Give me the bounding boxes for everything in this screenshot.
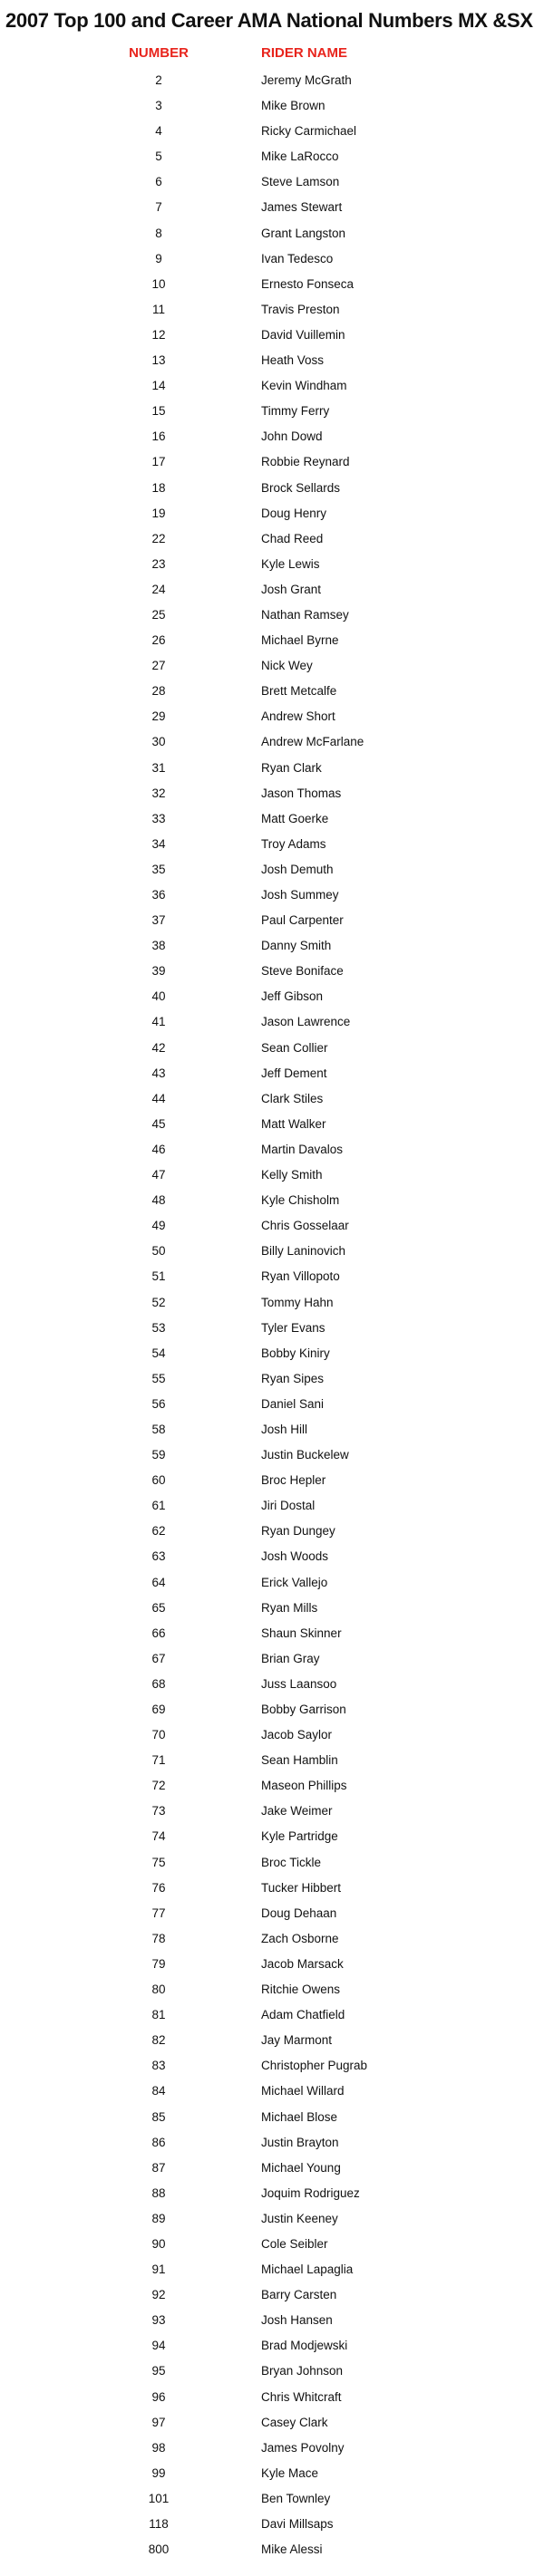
table-row [0, 1801, 544, 1827]
rider-number: 96 [151, 2389, 166, 2404]
table-row [0, 2209, 544, 2234]
rider-name: Tucker Hibbert [261, 1880, 342, 1895]
rider-name: Brock Sellards [261, 480, 341, 495]
table-row [0, 1318, 544, 1344]
rider-number: 27 [151, 659, 166, 673]
table-row [0, 1700, 544, 1725]
table-row [0, 147, 544, 172]
rider-name: Barry Carsten [261, 2288, 337, 2302]
rider-number: 18 [151, 480, 166, 495]
rider-name: Tommy Hahn [261, 1295, 334, 1309]
rider-number: 39 [151, 964, 166, 979]
rider-number: 78 [151, 1931, 166, 1945]
rider-number: 98 [151, 2440, 166, 2455]
table-row [0, 2133, 544, 2158]
rider-name: Martin Davalos [261, 1142, 344, 1156]
rider-name: Davi Millsaps [261, 2517, 334, 2531]
table-row [0, 784, 544, 809]
table-row [0, 2005, 544, 2031]
table-row [0, 758, 544, 784]
rider-name: Danny Smith [261, 939, 332, 953]
rider-name: Travis Preston [261, 302, 340, 316]
rider-name: Nathan Ramsey [261, 607, 349, 622]
rider-number: 29 [151, 709, 166, 724]
table-row [0, 2285, 544, 2311]
table-row [0, 2158, 544, 2184]
rider-number: 10 [151, 276, 166, 291]
rider-name: Ritchie Owens [261, 1983, 341, 1997]
table-row [0, 987, 544, 1012]
table-row [0, 1649, 544, 1674]
table-row [0, 656, 544, 681]
table-row [0, 529, 544, 555]
rider-number: 6 [155, 175, 162, 189]
table-row [0, 1394, 544, 1420]
number-column-header: NUMBER [129, 45, 189, 61]
rider-name: Billy Laninovich [261, 1244, 346, 1259]
table-row [0, 961, 544, 987]
table-row [0, 1369, 544, 1394]
rider-number: 95 [151, 2364, 166, 2378]
rider-name: Bryan Johnson [261, 2364, 344, 2378]
rider-number: 88 [151, 2185, 166, 2200]
rider-name: Broc Hepler [261, 1473, 326, 1488]
table-row [0, 2438, 544, 2464]
table-row [0, 936, 544, 961]
rider-name: Sean Collier [261, 1040, 328, 1055]
rider-number: 66 [151, 1626, 166, 1640]
rider-number: 79 [151, 1956, 166, 1971]
table-row [0, 249, 544, 275]
table-row [0, 1725, 544, 1751]
rider-number: 42 [151, 1040, 166, 1055]
rider-name: Justin Keeney [261, 2211, 338, 2225]
rider-name: Andrew McFarlane [261, 735, 364, 749]
rider-number: 76 [151, 1880, 166, 1895]
rider-name: Michael Willard [261, 2084, 345, 2098]
table-row [0, 2056, 544, 2081]
table-row [0, 580, 544, 605]
table-row [0, 224, 544, 249]
rider-number: 2 [155, 73, 162, 87]
rider-name: David Vuillemin [261, 327, 345, 342]
rider-number: 48 [151, 1193, 166, 1208]
rider-name: Ben Townley [261, 2491, 331, 2505]
rider-number: 34 [151, 836, 166, 851]
rider-name: Michael Byrne [261, 633, 339, 648]
rider-name: Kyle Chisholm [261, 1193, 340, 1208]
rider-number: 52 [151, 1295, 166, 1309]
rider-name: Kevin Windham [261, 379, 347, 393]
rider-name: Ivan Tedesco [261, 251, 334, 265]
rider-name: Josh Hill [261, 1422, 308, 1436]
rider-name: Josh Woods [261, 1549, 329, 1564]
column-headers [0, 43, 544, 63]
table-row [0, 911, 544, 936]
rider-number: 54 [151, 1346, 166, 1360]
rider-name: Grant Langston [261, 226, 346, 240]
rider-number: 9 [155, 251, 162, 265]
rider-name: Jason Thomas [261, 786, 342, 800]
rider-number: 23 [151, 556, 166, 571]
rider-number: 38 [151, 939, 166, 953]
rider-number: 37 [151, 913, 166, 928]
rider-number: 13 [151, 353, 166, 368]
rider-name: Brett Metcalfe [261, 684, 337, 699]
rider-name: Ernesto Fonseca [261, 276, 355, 291]
rider-name: Brian Gray [261, 1651, 320, 1665]
rider-name: Michael Blose [261, 2109, 338, 2124]
rider-name: Christopher Pugrab [261, 2059, 368, 2073]
rider-name: Broc Tickle [261, 1855, 322, 1869]
rider-name: Kyle Partridge [261, 1829, 338, 1844]
rider-name: Juss Laansoo [261, 1676, 337, 1691]
rider-number: 71 [151, 1753, 166, 1768]
rider-name: Jeremy McGrath [261, 73, 352, 87]
rider-number: 49 [151, 1219, 166, 1233]
table-row [0, 121, 544, 147]
rider-name: Adam Chatfield [261, 2008, 345, 2022]
rider-number: 94 [151, 2339, 166, 2353]
rider-number: 87 [151, 2160, 166, 2175]
rider-number: 65 [151, 1600, 166, 1615]
rider-list [0, 71, 544, 2565]
table-row [0, 1827, 544, 1852]
rider-number: 70 [151, 1728, 166, 1742]
table-row [0, 605, 544, 631]
rider-number: 22 [151, 531, 166, 545]
rider-number: 85 [151, 2109, 166, 2124]
rider-number: 75 [151, 1855, 166, 1869]
rider-name: Erick Vallejo [261, 1575, 328, 1589]
rider-name: James Stewart [261, 200, 343, 215]
table-row [0, 1089, 544, 1114]
rider-name: Jake Weimer [261, 1804, 333, 1819]
rider-number: 30 [151, 735, 166, 749]
rider-number: 47 [151, 1168, 166, 1182]
table-row [0, 300, 544, 325]
table-row [0, 2184, 544, 2209]
rider-name: Clark Stiles [261, 1091, 324, 1105]
rider-number: 7 [155, 200, 162, 215]
rider-name: Josh Demuth [261, 862, 334, 876]
rider-name: Chad Reed [261, 531, 324, 545]
table-row [0, 2514, 544, 2540]
table-row [0, 2388, 544, 2413]
table-row [0, 2336, 544, 2361]
rider-number: 43 [151, 1066, 166, 1080]
rider-name: Zach Osborne [261, 1931, 339, 1945]
rider-number: 45 [151, 1116, 166, 1131]
rider-number: 5 [155, 150, 162, 164]
rider-number: 53 [151, 1320, 166, 1335]
table-row [0, 809, 544, 835]
table-row [0, 96, 544, 121]
table-row [0, 2260, 544, 2285]
page-title: 2007 Top 100 and Career AMA National Numbers MX &SX [5, 9, 533, 32]
table-row [0, 1573, 544, 1598]
rider-name: Kyle Mace [261, 2465, 319, 2480]
table-row [0, 860, 544, 885]
rider-name: Robbie Reynard [261, 455, 350, 469]
table-row [0, 1344, 544, 1369]
table-row [0, 2413, 544, 2438]
rider-name: Matt Goerke [261, 811, 329, 825]
rider-number: 8 [155, 226, 162, 240]
rider-number: 84 [151, 2084, 166, 2098]
rider-number: 89 [151, 2211, 166, 2225]
rider-name: Sean Hamblin [261, 1753, 338, 1768]
table-row [0, 1064, 544, 1089]
table-row [0, 1471, 544, 1496]
rider-number: 12 [151, 327, 166, 342]
table-row [0, 172, 544, 198]
rider-name: Matt Walker [261, 1116, 326, 1131]
rider-number: 83 [151, 2059, 166, 2073]
table-row [0, 2234, 544, 2260]
rider-name: Doug Dehaan [261, 1905, 337, 1920]
table-row [0, 376, 544, 401]
rider-name: Michael Lapaglia [261, 2262, 354, 2277]
rider-number: 15 [151, 404, 166, 419]
table-row [0, 1674, 544, 1700]
rider-name: Andrew Short [261, 709, 335, 724]
rider-name: Josh Hansen [261, 2313, 333, 2328]
rider-number: 36 [151, 888, 166, 902]
rider-name: Kelly Smith [261, 1168, 323, 1182]
rider-name: Cole Seibler [261, 2236, 328, 2251]
rider-name: Ryan Dungey [261, 1524, 335, 1539]
table-row [0, 681, 544, 707]
table-row [0, 401, 544, 427]
rider-number: 44 [151, 1091, 166, 1105]
table-row [0, 1216, 544, 1241]
table-row [0, 835, 544, 860]
rider-number: 77 [151, 1905, 166, 1920]
rider-number: 16 [151, 429, 166, 444]
table-row [0, 2311, 544, 2336]
table-row [0, 2464, 544, 2489]
rider-name: Bobby Garrison [261, 1703, 346, 1716]
rider-name: Mike Alessi [261, 2542, 323, 2557]
rider-number: 56 [151, 1396, 166, 1411]
rider-number: 32 [151, 786, 166, 800]
rider-number: 59 [151, 1448, 166, 1462]
rider-number: 82 [151, 2033, 166, 2048]
rider-number: 86 [151, 2135, 166, 2149]
rider-name: Ryan Sipes [261, 1371, 325, 1385]
rider-name: Jay Marmont [261, 2033, 333, 2048]
rider-name: Mike LaRocco [261, 150, 339, 164]
rider-name: Bobby Kiniry [261, 1346, 330, 1360]
rider-name: Jason Lawrence [261, 1015, 351, 1029]
rider-name: Ricky Carmichael [261, 124, 357, 139]
rider-number: 99 [151, 2465, 166, 2480]
table-row [0, 452, 544, 478]
rider-number: 58 [151, 1422, 166, 1436]
rider-number: 63 [151, 1549, 166, 1564]
rider-number: 55 [151, 1371, 166, 1385]
rider-number: 60 [151, 1473, 166, 1488]
rider-name: Heath Voss [261, 353, 325, 368]
rider-name: John Dowd [261, 429, 323, 444]
table-row [0, 198, 544, 223]
rider-name: Shaun Skinner [261, 1626, 342, 1640]
table-row [0, 2489, 544, 2514]
rider-name: Chris Gosselaar [261, 1219, 349, 1233]
rider-number: 800 [148, 2542, 170, 2557]
rider-number: 31 [151, 760, 166, 775]
rider-name: James Povolny [261, 2440, 345, 2455]
rider-number: 72 [151, 1779, 166, 1793]
rider-name: Brad Modjewski [261, 2339, 348, 2353]
table-row [0, 325, 544, 351]
rider-number: 80 [151, 1983, 166, 1997]
rider-number: 97 [151, 2415, 166, 2429]
rider-name: Josh Summey [261, 888, 339, 902]
rider-number: 81 [151, 2008, 166, 2022]
table-row [0, 1012, 544, 1037]
table-row [0, 1954, 544, 1980]
table-row [0, 707, 544, 732]
rider-name: Daniel Sani [261, 1396, 325, 1411]
rider-number: 24 [151, 582, 166, 596]
rider-number: 92 [151, 2288, 166, 2302]
rider-number: 73 [151, 1804, 166, 1819]
rider-number: 101 [148, 2491, 170, 2505]
rider-name: Paul Carpenter [261, 913, 344, 928]
table-row [0, 1904, 544, 1929]
rider-number: 118 [149, 2517, 169, 2531]
table-row [0, 1776, 544, 1801]
rider-name: Jiri Dostal [261, 1499, 316, 1513]
rider-number: 40 [151, 989, 166, 1004]
rider-number: 17 [151, 455, 166, 469]
rider-name: Maseon Phillips [261, 1779, 347, 1793]
table-row [0, 1293, 544, 1318]
table-row [0, 1038, 544, 1064]
rider-name: Mike Brown [261, 99, 325, 113]
rider-name: Steve Lamson [261, 175, 340, 189]
table-row [0, 351, 544, 376]
rider-number: 4 [155, 124, 162, 139]
rider-number: 41 [151, 1015, 166, 1029]
rider-number: 74 [151, 1829, 166, 1844]
rider-name: Jacob Saylor [261, 1728, 333, 1742]
rider-name: Justin Brayton [261, 2135, 339, 2149]
table-row [0, 1241, 544, 1267]
rider-name: Ryan Clark [261, 760, 322, 775]
rider-number: 33 [151, 811, 166, 825]
rider-number: 3 [155, 99, 162, 113]
rider-name: Jeff Gibson [261, 989, 324, 1004]
table-row [0, 1191, 544, 1216]
rider-name: Chris Whitcraft [261, 2389, 342, 2404]
table-row [0, 2361, 544, 2387]
table-row [0, 2081, 544, 2107]
rider-name: Troy Adams [261, 836, 326, 851]
rider-name: Nick Wey [261, 659, 313, 673]
rider-number: 11 [151, 302, 165, 316]
rider-name: Ryan Mills [261, 1600, 318, 1615]
table-row [0, 71, 544, 96]
rider-number: 62 [151, 1524, 166, 1539]
rider-name: Kyle Lewis [261, 556, 320, 571]
table-row [0, 1420, 544, 1445]
rider-name: Jacob Marsack [261, 1956, 344, 1971]
rider-number: 91 [151, 2262, 166, 2277]
table-row [0, 1624, 544, 1649]
table-row [0, 1878, 544, 1904]
table-row [0, 885, 544, 911]
table-row [0, 1980, 544, 2005]
table-row [0, 1853, 544, 1878]
table-row [0, 631, 544, 656]
table-row [0, 2108, 544, 2133]
table-row [0, 1929, 544, 1954]
table-row [0, 1114, 544, 1140]
table-row [0, 1445, 544, 1471]
table-row [0, 1547, 544, 1572]
table-row [0, 504, 544, 529]
rider-number: 67 [151, 1651, 166, 1665]
table-row [0, 478, 544, 504]
table-row [0, 1140, 544, 1165]
table-row [0, 2031, 544, 2056]
rider-number: 14 [151, 379, 166, 393]
table-row [0, 2540, 544, 2565]
rider-number: 93 [151, 2313, 166, 2328]
rider-number: 26 [151, 633, 166, 648]
rider-number: 64 [151, 1575, 166, 1589]
rider-name: Justin Buckelew [261, 1448, 349, 1462]
rider-number: 25 [151, 607, 166, 622]
rider-number: 51 [151, 1269, 166, 1284]
table-row [0, 555, 544, 580]
table-row [0, 732, 544, 757]
table-row [0, 1496, 544, 1521]
table-row [0, 1165, 544, 1191]
table-row [0, 1267, 544, 1292]
rider-number: 28 [151, 684, 166, 699]
rider-name: Ryan Villopoto [261, 1269, 340, 1284]
rider-number: 35 [151, 862, 166, 876]
rider-name: Jeff Dement [261, 1066, 327, 1080]
rider-number: 69 [151, 1703, 166, 1716]
rider-name: Joquim Rodriguez [261, 2185, 360, 2200]
rider-name: Casey Clark [261, 2415, 328, 2429]
rider-name: Michael Young [261, 2160, 341, 2175]
table-row [0, 1751, 544, 1776]
table-row [0, 1598, 544, 1624]
rider-number: 61 [151, 1499, 166, 1513]
table-row [0, 427, 544, 452]
rider-number: 46 [151, 1142, 166, 1156]
rider-number: 90 [151, 2236, 166, 2251]
rider-name: Doug Henry [261, 506, 327, 520]
rider-name: Tyler Evans [261, 1320, 325, 1335]
table-row [0, 1521, 544, 1547]
rider-name: Steve Boniface [261, 964, 344, 979]
rider-number: 19 [151, 506, 166, 520]
table-row [0, 275, 544, 300]
rider-number: 68 [151, 1676, 166, 1691]
rider-name-column-header: RIDER NAME [261, 45, 348, 61]
rider-name: Josh Grant [261, 582, 322, 596]
rider-number: 50 [151, 1244, 166, 1259]
rider-name: Timmy Ferry [261, 404, 330, 419]
